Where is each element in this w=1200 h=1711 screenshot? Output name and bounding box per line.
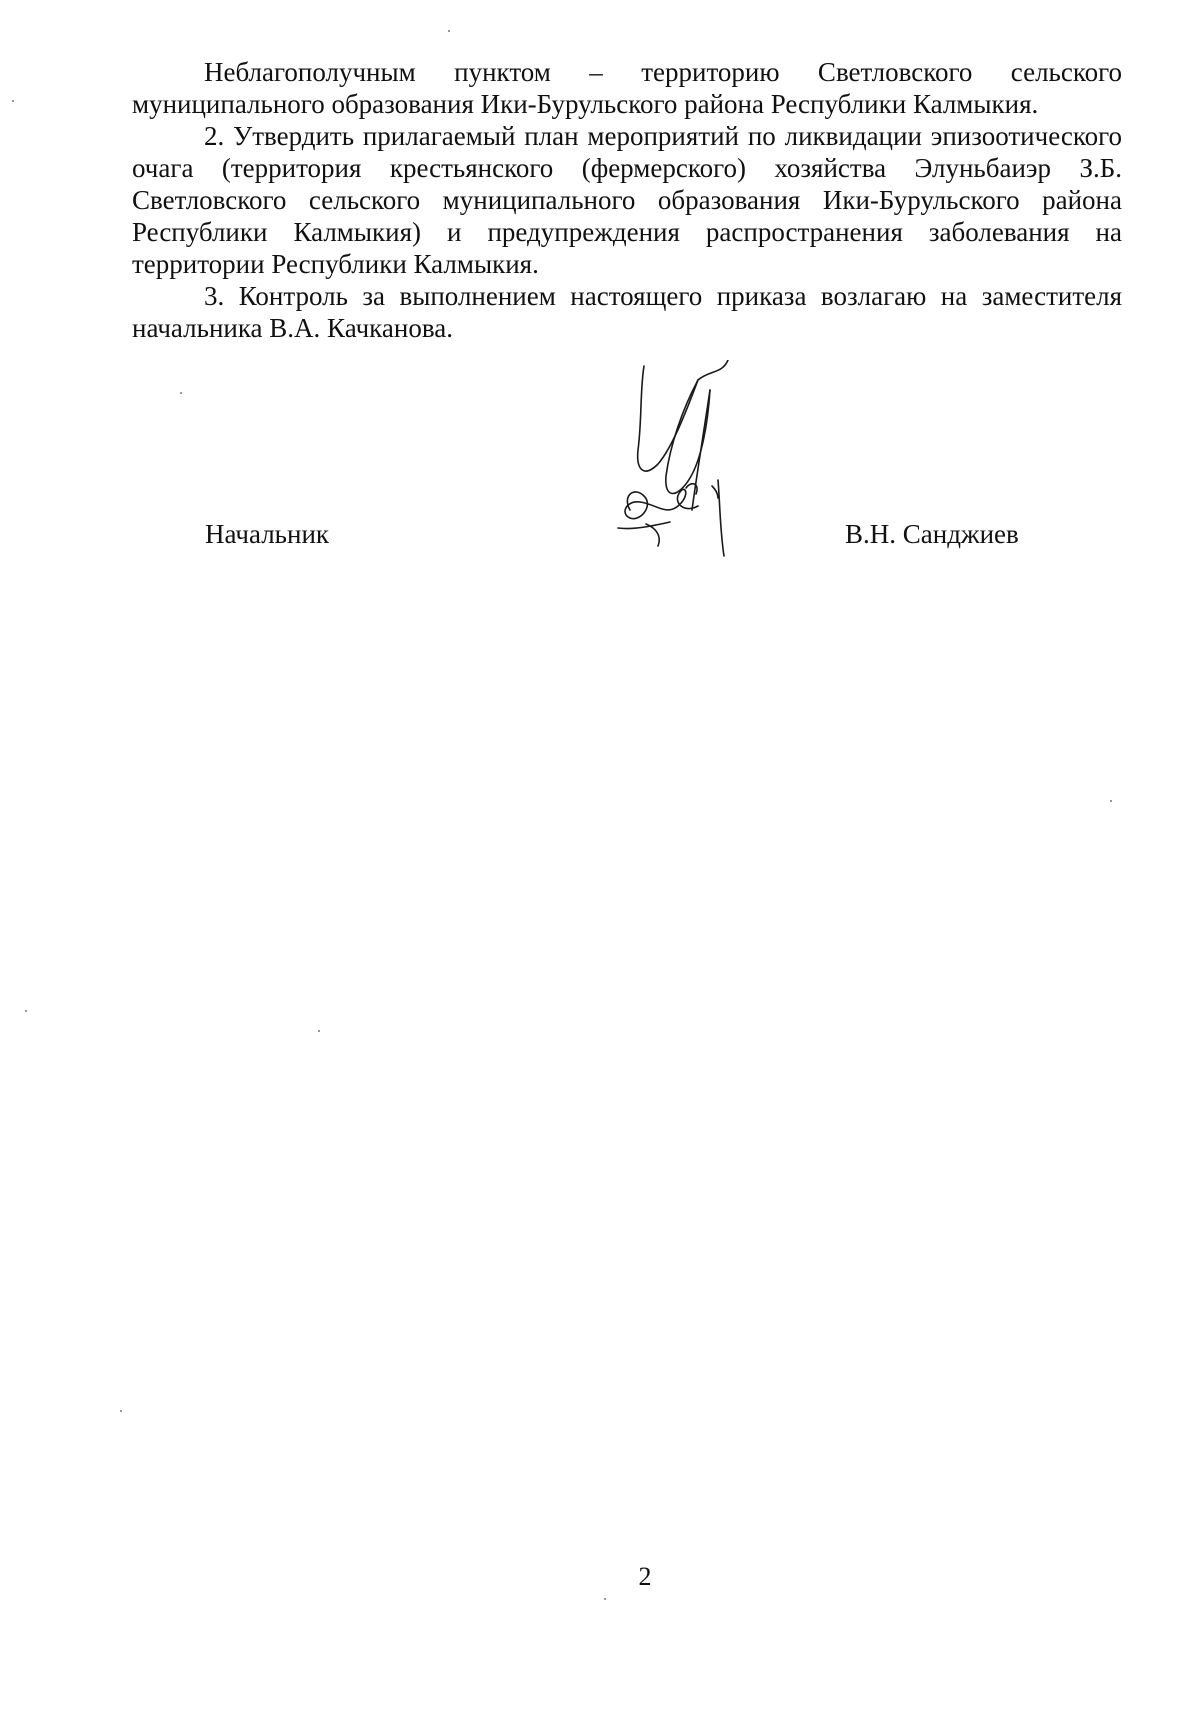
signatory-name: В.Н. Санджиев [845,519,1019,549]
scan-speck [180,392,182,394]
paragraph-approve-plan: 2. Утвердить прилагаемый план мероприятий по ликвидации эпизоотического очага (территория крестьянского (фермерского) хозяйства Элуньбаиэр З.Б. Светловского сельского муниципального образования Ики-Бурульского района Республики Калмыкия) и предупреждения распространения заболевания на территории Республики Калмыкия. [132,121,1122,279]
document-body [132,56,1122,344]
handwritten-signature-icon [600,360,770,560]
signatory-title: Начальник [205,519,330,549]
page-number: 2 [638,1562,652,1591]
scan-speck [1110,800,1112,802]
scan-speck [12,100,14,102]
paragraph-unfavorable-point: Неблагополучным пунктом – территорию Светловского сельского муниципального образования Ики-Бурульского района Республики Калмыкия. [132,57,1122,119]
scan-speck [318,1030,320,1032]
scan-speck [25,1010,27,1012]
scan-speck [448,30,450,32]
paragraph-control: 3. Контроль за выполнением настоящего приказа возлагаю на заместителя начальника В.А. Качканова. [132,281,1122,343]
scan-speck [604,1598,606,1600]
scan-speck [120,1410,122,1412]
